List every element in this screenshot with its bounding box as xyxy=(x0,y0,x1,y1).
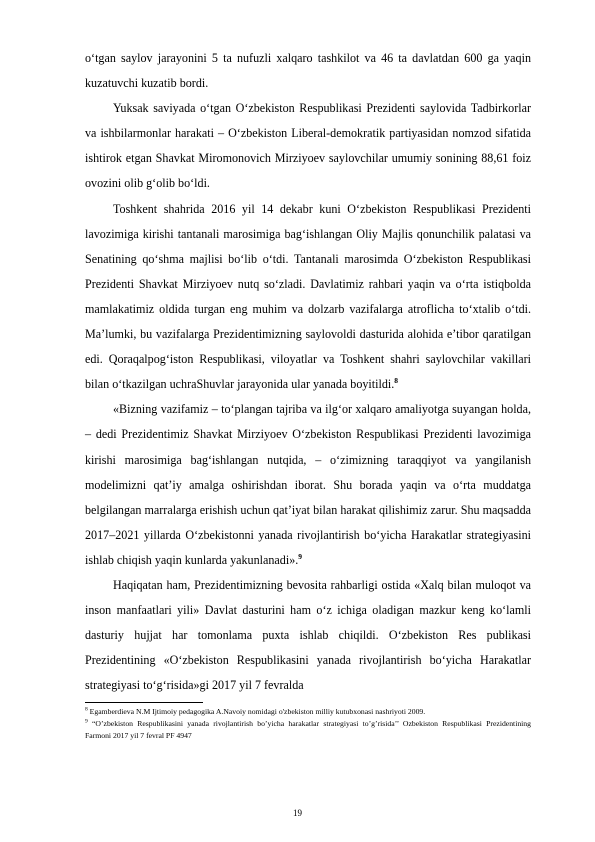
footnote-9 xyxy=(85,718,531,742)
body-paragraph-2 xyxy=(85,96,531,196)
paragraph-text: Toshkent shahrida 2016 yil 14 dekabr kuni O‘zbekiston Respublikasi Prezidenti lavozimiga kirishi tantanali marosimiga bag‘ishlangan Oliy Majlis qonunchilik palatasi va Senatining qo‘shma majlisi bo‘lib o‘tdi. Tantanali marosimda O‘zbekiston Respublikasi Prezidenti Shavkat Mirziyoev nutq so‘zladi. Davlatimiz rahbari yaqin va o‘rta istiqbolda mamlakatimiz oldida turgan eng muhim va dolzarb vazifalarga atroflicha to‘xtalib o‘tdi. Ma’lumki, bu vazifalarga Prezidentimizning saylovoldi dasturida alohida e’tibor qaratilgan edi. Qoraqalpog‘iston Respublikasi, viloyatlar va Toshkent shahri saylovchilar vakillari bilan o‘tkazilgan uchraShuvlar jarayonida ular yanada boyitildi. xyxy=(85,201,531,392)
paragraph-text: Haqiqatan ham, Prezidentimizning bevosita rahbarligi ostida «Xalq bilan muloqot va inson manfaatlari yili» Davlat dasturini ham o‘z ichiga oladigan mazkur keng ko‘lamli dasturiy hujjat har tomonlama puxta ishlab chiqildi. O‘zbekiston Res publikasi Prezidentining «O‘zbekiston Respublikasini yanada rivojlantirish bo‘yicha Harakatlar strategiyasi to‘g‘risida»gi 2017 yil 7 fevralda xyxy=(85,577,531,693)
paragraph-text: «Bizning vazifamiz – to‘plangan tajriba va ilg‘or xalqaro amaliyotga suyangan holda, – dedi Prezidentimiz Shavkat Mirziyoev O‘zbekiston Respublikasi Prezidenti lavozimiga kirishi marosimiga bag‘ishlangan nutqida, – o‘zimizning taraqqiyot va yangilanish modelimizni qat’iy amalga oshirishdan iborat. Shu borada yaqin va o‘rta muddatga belgilangan marralarga erishish uchun qat’iyat bilan harakat qilishimiz zarur. Shu maqsadda 2017–2021 yillarda O‘zbekistonni yanada rivojlantirish bo‘yicha Harakatlar strategiyasini ishlab chiqish yaqin kunlarda yakunlanadi». xyxy=(85,402,531,567)
footnote-text: Egamberdieva N.M Ijtimoiy pedagogika A.Navoiy nomidagi o'zbekiston milliy kutubxonasi nashriyoti 2009. xyxy=(89,707,426,717)
footnote-text: “O’zbekiston Respublikasini yanada rivojlantirish bo’yicha harakatlar strategiyasi to’g’risida’’ Ozbekiston Respublikasi Prezidentining Farmoni 2017 yil 7 fevral PF 4947 xyxy=(85,719,531,741)
footnote-mark: 9 xyxy=(85,718,88,725)
body-paragraph-1 xyxy=(85,46,531,96)
footnote-ref-8[interactable]: 8 xyxy=(394,376,399,386)
footnote-ref-9[interactable]: 9 xyxy=(298,551,303,561)
paragraph-text: o‘tgan saylov jarayonini 5 ta nufuzli xalqaro tashkilot va 46 ta davlatdan 600 ga yaqin kuzatuvchi kuzatib bordi. xyxy=(85,51,531,91)
footnote-mark: 8 xyxy=(85,706,88,713)
footnote-separator xyxy=(85,702,203,703)
body-paragraph-3 xyxy=(85,197,531,398)
document-page xyxy=(85,46,531,742)
page-number: 19 xyxy=(293,808,302,818)
body-paragraph-4 xyxy=(85,397,531,573)
footnote-8 xyxy=(85,706,531,718)
paragraph-text: Yuksak saviyada o‘tgan O‘zbekiston Respublikasi Prezidenti saylovida Tadbirkorlar va ishbilarmonlar harakati – O‘zbekiston Liberal-demokratik partiyasidan nomzod sifatida ishtirok etgan Shavkat Miromonovich Mirziyoev saylovchilar umumiy sonining 88,61 foiz ovozini olib g‘olib bo‘ldi. xyxy=(85,101,531,191)
body-paragraph-5 xyxy=(85,573,531,698)
